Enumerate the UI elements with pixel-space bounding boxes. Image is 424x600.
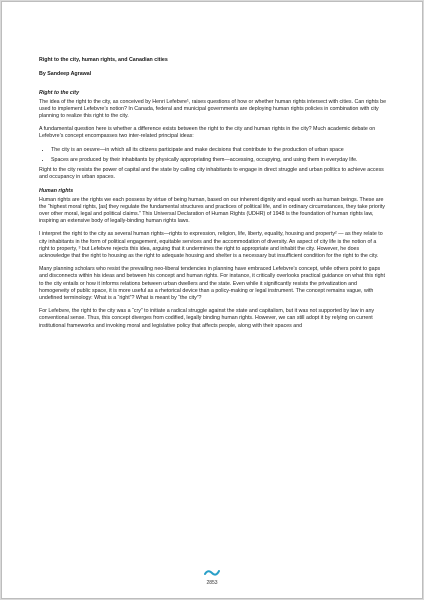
paragraph: Human rights are the rights we each possess by virtue of being human, based on our inherent dignity and equal worth as human beings. These are the “highest moral rights, [as] they regulate the fundamental structures and practices of political life, and in ordinary circumstances, they take priority over other moral, legal and political claims.” This Universal Declaration of Human Rights (UDHR) of 1948 is the foundation of human rights law, inspiring an extensive body of legally-binding human rights laws. [39, 196, 385, 225]
paragraph: A fundamental question here is whether a difference exists between the right to the city and human rights in the city? Much academic debate on Lefebvre’s concept encompasses two inter-related principal ideas: [39, 126, 376, 140]
document-title: Right to the city, human rights, and Canadian cities [39, 57, 168, 63]
paragraph: The idea of the right to the city, as conceived by Henri Lefebvre¹, raises questions of how or whether human rights intersect with cities. Can rights be used to implement Lefebvre’s notion? In Canada, federal and municipal governments are deploying human rights policies in combination with city planning to realize this right to the city. [39, 98, 387, 120]
document-page [1, 1, 423, 599]
bullet-list [39, 147, 388, 164]
paragraph: Many planning scholars who resist the prevailing neo-liberal tendencies in planning have embraced Lefebvre’s concept, while others point to gaps and disconnects within his ideas and between his concept and human rights. For instance, it critically overlooks practical guidance on what this right to the city entails or how it informs relations between urban dwellers and the state. Even while it significantly resists the privatization and homogeneity of public space, it is more useful as a rhetorical device than a policy-making or legal instrument. The concept remains vague, with undefined terminology: What is a “right”? What is meant by “the city”? [39, 266, 385, 302]
paragraph: For Lefebvre, the right to the city was a “cry” to initiate a radical struggle against the state and capitalism, but it was not supported by law in any conventional sense. Thus, this concept diverges from codified, legally binding human rights. However, we can still adopt it by relying on current institutional frameworks and invoking moral and legislative policy that affects people, along with their spaces and [39, 308, 375, 329]
page-number: 2853 [206, 580, 218, 586]
section-heading-right-to-the-city: Right to the city [39, 90, 80, 97]
paragraph: Right to the city resists the power of capital and the state by calling city inhabitants to engage in direct struggle and urban politics to achieve access and occupancy in urban spaces. [39, 167, 384, 181]
bullet-item: • Spaces are produced by their inhabitants by physically appropriating them—accessing, occupying, and using them in everyday life. [51, 157, 388, 164]
bullet-item: • The city is an oeuvre—in which all its citizens participate and make decisions that contribute to the production of urban space [51, 147, 388, 154]
section-heading-human-rights: Human rights [39, 188, 74, 195]
footer-logo-icon [204, 568, 220, 578]
paragraph: I interpret the right to the city as several human rights—rights to expression, religion, life, liberty, equality, housing and property² — as they relate to city inhabitants in the form of political engagement, equitable services and the accommodation of diversity. An aspect of city life is the notion of a right to property, ³ but Lefebvre rejects this idea, arguing that it undermines the right to appropriate and inhabit the city. However, he does acknowledge that the right to housing as the right to adequate housing and shelter is a necessary but insufficient condition for the right to the city. [39, 231, 383, 260]
author-line: By Sandeep Agrawal [39, 71, 92, 78]
document-body [39, 57, 388, 336]
footer-logo-wave [205, 571, 219, 575]
